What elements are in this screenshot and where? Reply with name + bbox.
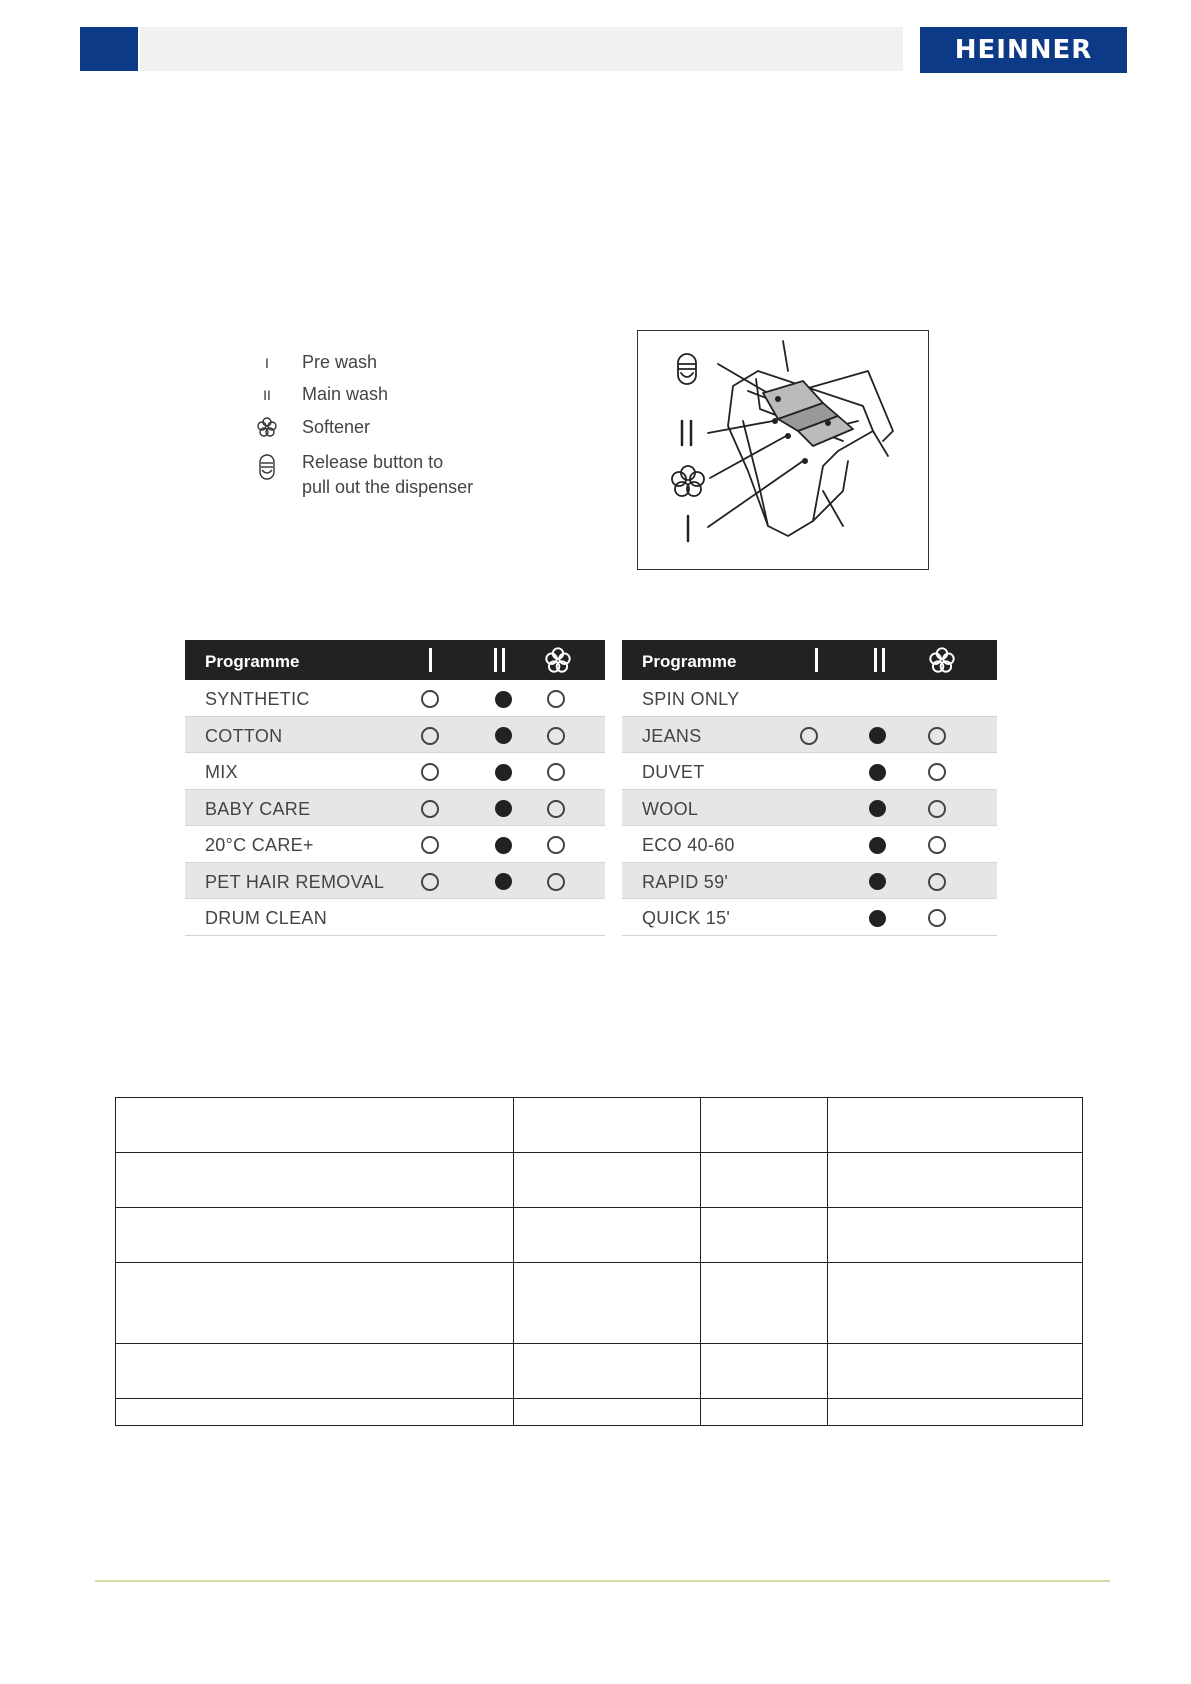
table-cell	[828, 1263, 1083, 1344]
header-accent-block	[80, 27, 138, 71]
blank-table	[115, 1097, 1083, 1426]
filled-dot-icon	[493, 689, 513, 709]
programme-name: QUICK 15'	[642, 908, 731, 928]
empty-dot-icon	[546, 689, 566, 709]
legend-label: Release button to	[302, 452, 444, 472]
table-cell	[513, 1263, 700, 1344]
filled-dot-icon	[867, 908, 887, 928]
table-row	[116, 1208, 1083, 1263]
table-cell	[513, 1153, 700, 1208]
legend-label: Softener	[302, 417, 371, 437]
table-cell	[828, 1153, 1083, 1208]
legend-label: Main wash	[302, 384, 389, 404]
empty-dot-icon	[927, 908, 947, 928]
programme-row	[185, 753, 605, 790]
main-wash-icon	[485, 646, 515, 674]
programme-name: SPIN ONLY	[642, 689, 740, 709]
programme-row	[185, 863, 605, 900]
empty-dot-icon	[927, 762, 947, 782]
table-header	[622, 640, 997, 680]
brand-logo	[920, 27, 1127, 73]
filled-dot-icon	[493, 835, 513, 855]
filled-dot-icon	[493, 799, 513, 819]
table-cell	[700, 1153, 827, 1208]
programme-table-right	[622, 640, 997, 936]
dispenser-drawing	[638, 331, 928, 569]
softener-icon	[252, 417, 282, 437]
empty-dot-icon	[799, 726, 819, 746]
main-wash-icon	[865, 646, 895, 674]
programme-row	[622, 680, 997, 717]
empty-dot-icon	[546, 762, 566, 782]
table-cell	[828, 1344, 1083, 1399]
header-bar	[140, 27, 903, 71]
filled-dot-icon	[867, 799, 887, 819]
filled-dot-icon	[867, 835, 887, 855]
pre-wash-icon: I	[265, 355, 269, 371]
table-row	[116, 1263, 1083, 1344]
table-cell	[513, 1344, 700, 1399]
table-cell	[116, 1153, 514, 1208]
programme-name: DUVET	[642, 762, 705, 782]
programme-row	[622, 790, 997, 827]
empty-dot-icon	[546, 726, 566, 746]
programme-name: JEANS	[642, 725, 702, 746]
programme-name: DRUM CLEAN	[205, 908, 328, 928]
empty-dot-icon	[420, 872, 440, 892]
programme-table-left	[185, 640, 605, 936]
empty-dot-icon	[546, 799, 566, 819]
table-cell	[116, 1098, 514, 1153]
table-cell	[513, 1098, 700, 1153]
filled-dot-icon	[493, 762, 513, 782]
table-cell	[116, 1263, 514, 1344]
programme-row	[185, 899, 605, 936]
brand-name: HEINNER	[954, 35, 1093, 65]
empty-dot-icon	[927, 726, 947, 746]
pre-wash-icon	[802, 646, 832, 674]
filled-dot-icon	[493, 872, 513, 892]
empty-dot-icon	[546, 872, 566, 892]
programme-name: SYNTHETIC	[205, 689, 310, 709]
empty-dot-icon	[927, 799, 947, 819]
empty-dot-icon	[420, 835, 440, 855]
table-cell	[116, 1344, 514, 1399]
table-cell	[513, 1399, 700, 1426]
filled-dot-icon	[493, 726, 513, 746]
table-cell	[828, 1098, 1083, 1153]
filled-dot-icon	[867, 726, 887, 746]
empty-dot-icon	[927, 872, 947, 892]
main-wash-icon: II	[263, 387, 271, 403]
table-header	[185, 640, 605, 680]
programme-row	[622, 753, 997, 790]
empty-dot-icon	[546, 835, 566, 855]
programme-row	[185, 790, 605, 827]
table-row	[116, 1344, 1083, 1399]
table-cell	[828, 1208, 1083, 1263]
table-cell	[700, 1263, 827, 1344]
dispenser-diagram	[637, 330, 929, 570]
programme-header: Programme	[205, 652, 300, 671]
programme-row	[622, 863, 997, 900]
softener-icon	[927, 646, 957, 674]
empty-dot-icon	[420, 726, 440, 746]
softener-icon	[543, 646, 573, 674]
table-row	[116, 1399, 1083, 1426]
programme-name: PET HAIR REMOVAL	[205, 871, 385, 892]
filled-dot-icon	[867, 762, 887, 782]
programme-row	[185, 680, 605, 717]
legend-label-line2: pull out the dispenser	[302, 477, 474, 497]
programme-row	[185, 717, 605, 754]
programme-name: MIX	[205, 762, 238, 782]
programme-name: 20°C CARE+	[205, 835, 314, 855]
programme-name: COTTON	[205, 725, 283, 746]
table-cell	[828, 1399, 1083, 1426]
table-cell	[700, 1098, 827, 1153]
table-cell	[700, 1208, 827, 1263]
programme-name: RAPID 59'	[642, 871, 729, 892]
programme-row	[622, 717, 997, 754]
legend-label: Pre wash	[302, 352, 378, 372]
table-row	[116, 1153, 1083, 1208]
empty-dot-icon	[927, 835, 947, 855]
release-button-icon	[252, 454, 282, 480]
filled-dot-icon	[867, 872, 887, 892]
programme-row	[622, 899, 997, 936]
programme-header: Programme	[642, 652, 737, 671]
programme-row	[185, 826, 605, 863]
empty-dot-icon	[420, 762, 440, 782]
programme-name: WOOL	[642, 798, 699, 819]
table-cell	[700, 1344, 827, 1399]
table-cell	[700, 1399, 827, 1426]
empty-dot-icon	[420, 799, 440, 819]
footer-divider	[95, 1580, 1110, 1582]
programme-row	[622, 826, 997, 863]
programme-name: BABY CARE	[205, 798, 311, 819]
table-cell	[513, 1208, 700, 1263]
table-row	[116, 1098, 1083, 1153]
softener-icon	[672, 466, 704, 496]
programme-name: ECO 40-60	[642, 835, 735, 855]
pre-wash-icon	[416, 646, 446, 674]
table-cell	[116, 1399, 514, 1426]
table-cell	[116, 1208, 514, 1263]
empty-dot-icon	[420, 689, 440, 709]
